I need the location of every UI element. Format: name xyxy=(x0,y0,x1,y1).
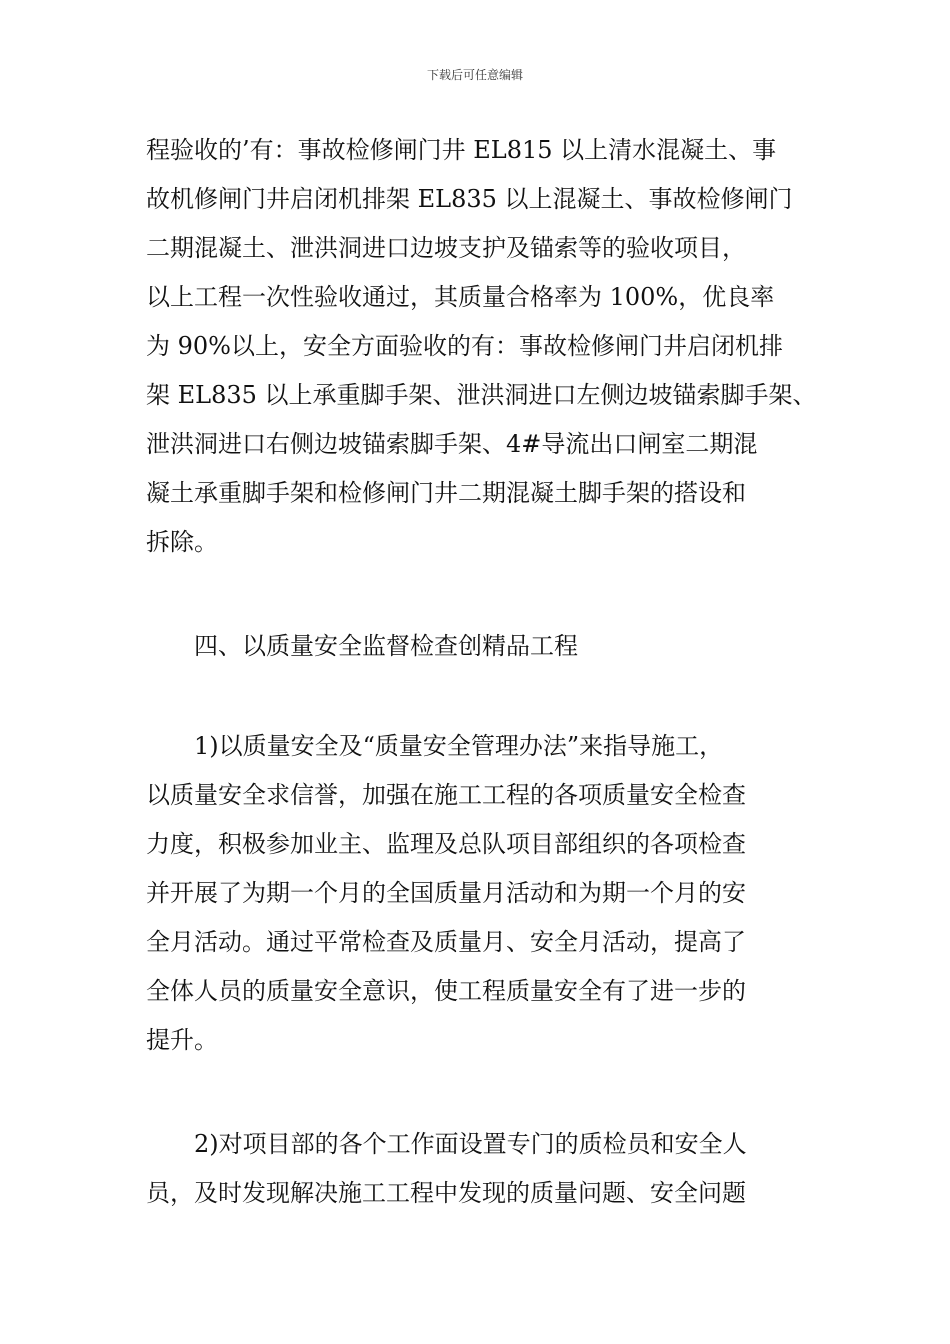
text-line: 架 EL835 以上承重脚手架、泄洪洞进口左侧边坡锚索脚手架、 xyxy=(146,381,817,409)
text-line: 泄洪洞进口右侧边坡锚索脚手架、4#导流出口闸室二期混 xyxy=(146,430,758,458)
text-line: 以质量安全求信誉，加强在施工工程的各项质量安全检查 xyxy=(146,781,746,809)
text-line: 为 90%以上，安全方面验收的有：事故检修闸门井启闭机排 xyxy=(146,332,783,360)
text-line: 员，及时发现解决施工工程中发现的质量问题、安全问题 xyxy=(146,1179,746,1207)
text-line: 力度，积极参加业主、监理及总队项目部组织的各项检查 xyxy=(146,830,746,858)
text-line: 凝土承重脚手架和检修闸门井二期混凝土脚手架的搭设和 xyxy=(146,479,746,507)
paragraph-inspectors xyxy=(146,1120,826,1218)
text-line: 程验收的’有：事故检修闸门井 EL815 以上清水混凝土、事 xyxy=(146,136,777,164)
section-heading: 四、以质量安全监督检查创精品工程 xyxy=(194,632,578,660)
page-header-note: 下载后可任意编辑 xyxy=(426,68,523,82)
text-line: 全月活动。通过平常检查及质量月、安全月活动，提高了 xyxy=(146,928,746,956)
paragraph-acceptance xyxy=(146,126,826,567)
text-line: 全体人员的质量安全意识，使工程质量安全有了进一步的 xyxy=(146,977,746,1005)
text-line: 以上工程一次性验收通过，其质量合格率为 100%，优良率 xyxy=(146,283,775,311)
text-line: 拆除。 xyxy=(146,528,218,556)
text-line: 故机修闸门井启闭机排架 EL835 以上混凝土、事故检修闸门 xyxy=(146,185,793,213)
text-line: 并开展了为期一个月的全国质量月活动和为期一个月的安 xyxy=(146,879,746,907)
text-line: 1)以质量安全及“质量安全管理办法”来指导施工， xyxy=(194,732,724,760)
text-line: 二期混凝土、泄洪洞进口边坡支护及锚索等的验收项目， xyxy=(146,234,746,262)
text-line: 提升。 xyxy=(146,1026,218,1054)
paragraph-quality-inspection xyxy=(146,722,826,1065)
text-line: 2)对项目部的各个工作面设置专门的质检员和安全人 xyxy=(194,1130,747,1158)
